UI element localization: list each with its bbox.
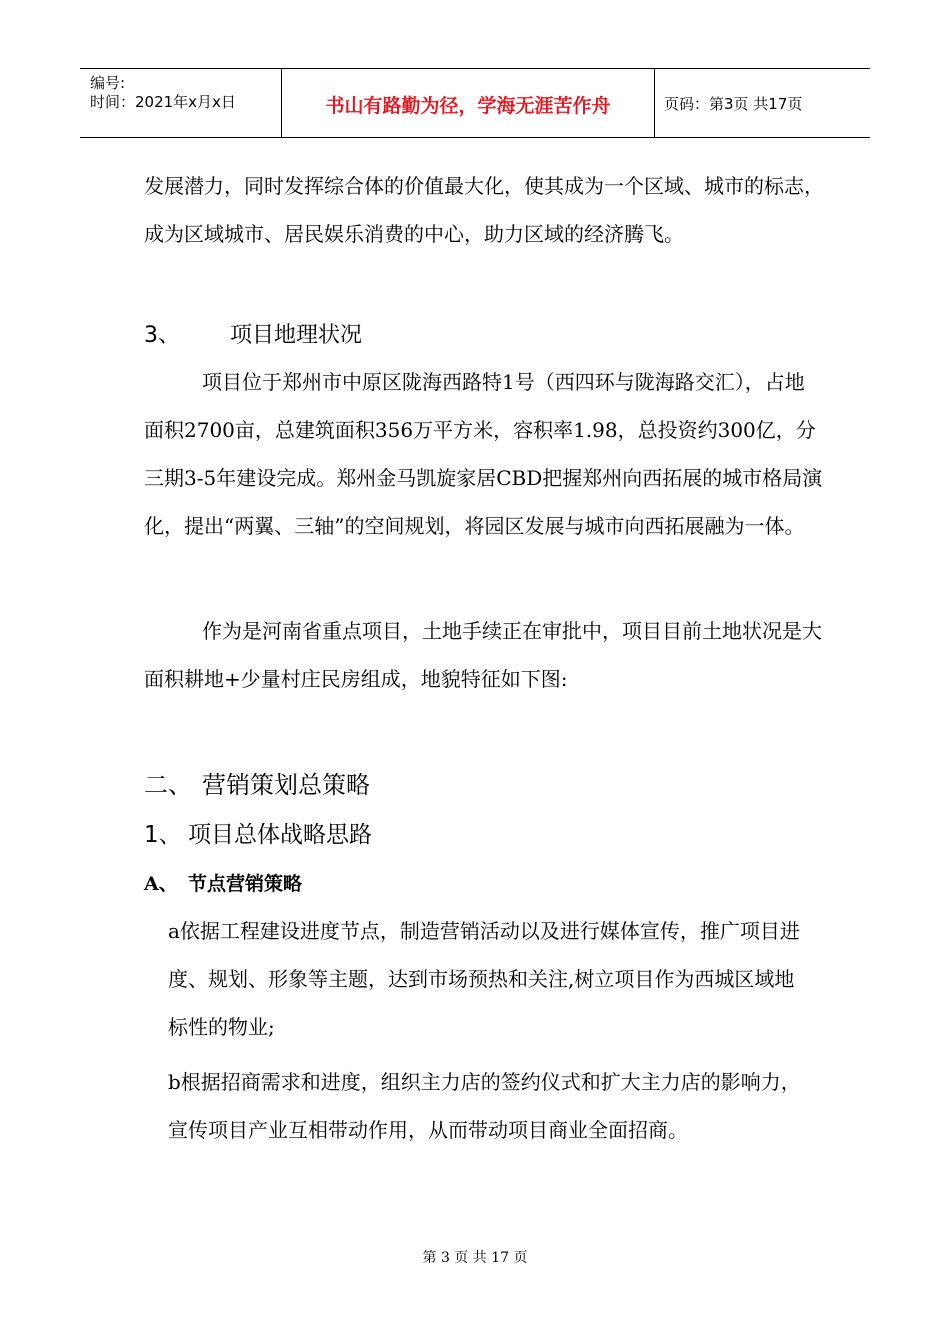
- document-number-label: 编号:: [90, 74, 126, 92]
- page-footer: 第 3 页 共 17 页: [422, 1250, 528, 1266]
- paragraph-continuation: 发展潜力，同时发挥综合体的价值最大化，使其成为一个区域、城市的标志，成为区域城市、居民娱乐消费的中心，助力区域的经济腾飞。: [144, 174, 824, 246]
- header-motto: 书山有路勤为径，学海无涯苦作舟: [325, 95, 611, 117]
- subsection-a-number: A、: [144, 873, 178, 895]
- header-meta-cell: [80, 69, 280, 137]
- section-3-number: 3、: [144, 323, 180, 348]
- page-header: [80, 68, 870, 138]
- section-3-title: 项目地理状况: [230, 323, 363, 348]
- paragraph-location: 项目位于郑州市中原区陇海西路特1号（西四环与陇海路交汇），占地面积2700亩，总建筑面积356万平方米，容积率1.98，总投资约300亿，分三期3-5年建设完成。郑州金马凯旋家居CBD把握郑州向西拓展的城市格局演化，提出“两翼、三轴”的空间规划，将园区发展与城市向西拓展融为一体。: [144, 370, 823, 538]
- chapter-2-number: 二、: [144, 771, 192, 799]
- subsection-a-title: 节点营销策略: [188, 873, 303, 895]
- chapter-2-title: 营销策划总策略: [202, 771, 370, 799]
- list-item-a: a依据工程建设进度节点，制造营销活动以及进行媒体宣传，推广项目进度、规划、形象等主题，达到市场预热和关注,树立项目作为西城区域地标性的物业;: [168, 919, 800, 1039]
- list-item-b: b根据招商需求和进度，组织主力店的签约仪式和扩大主力店的影响力，宣传项目产业互相带动作用，从而带动项目商业全面招商。: [168, 1070, 801, 1142]
- paragraph-land-status: 作为是河南省重点项目，土地手续正在审批中，项目目前土地状况是大面积耕地+少量村庄民房组成，地貌特征如下图:: [144, 619, 822, 691]
- header-page-info: 页码：第3页 共17页: [664, 95, 803, 113]
- header-motto-cell: [281, 69, 655, 137]
- header-page-cell: [654, 69, 870, 137]
- section-1-number: 1、: [144, 822, 182, 848]
- section-1-title: 项目总体战略思路: [188, 822, 372, 848]
- document-date: 时间：2021年x月x日: [90, 93, 236, 111]
